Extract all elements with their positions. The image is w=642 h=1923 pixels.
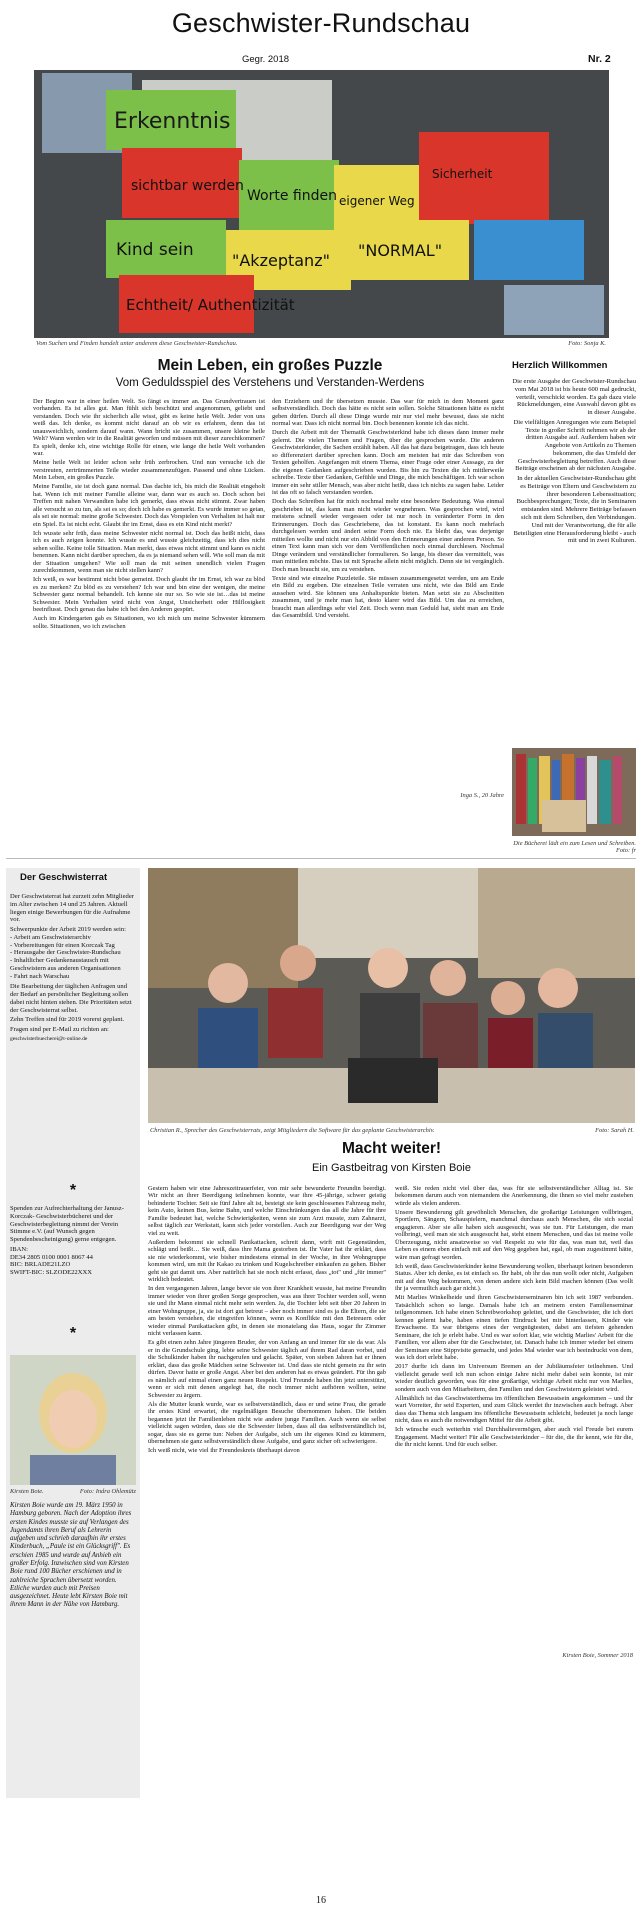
paragraph: In den vergangenen Jahren, lange bevor sie von ihrer Krankheit wusste, hat meine Freundin immer wieder von ihrer großen Sorge gesprochen, was aus ihrer Tochter werden soll, wenn sie und ihr Mann einmal nicht mehr sein werden. Ja, die Tochter lebt seit über 20 Jahren in einer Wohngruppe, ja, sie ist dort gut betreut – aber noch immer sind es ja die Eltern, die sie am besten verstehen, die eingreifen können, wenn es Konflikte mit den Betreuern oder wieder einmal Panikattacken gibt, in denen sie monatelang das Haus, sogar ihr Zimmer nicht verlassen kann.	[148, 1285, 386, 1338]
paragraph: Schwerpunkte der Arbeit 2019 werden sein:	[10, 926, 126, 934]
hero-caption: Vom Suchen und Finden handelt unter anderem diese Geschwister-Rundschau.	[36, 340, 238, 347]
main-subheadline: Vom Geduldsspiel des Verstehens und Verstanden-Werdens	[115, 377, 425, 389]
main-article-author: Inga S., 20 Jahre	[460, 792, 504, 799]
welcome-title: Herzlich Willkommen	[512, 360, 608, 371]
welcome-text	[512, 378, 636, 744]
paragraph: Fragen sind per E-Mail zu richten an:	[10, 1026, 109, 1034]
paragraph: Durch die Arbeit mit der Thematik Geschwisterkind habe ich dieses dann immer mehr gelernt. Die vielen Themen und Fragen, über die gesprochen wurde. Die anderen Geschwisterkinder, die Sachen erzählt haben. All das hat dazu beigetragen, dass ich heute so differenziert darüber sprechen kann. Doch am meisten hat mir das Schreiben von Texten geholfen. Angefangen mit einem Thema, einer Frage oder einer Aussage, zu der die eigenen Gedanken aufgeschrieben wurden. Bis hin zu Texten die ich mittlerweile schreibe. Texte über Gedanken, Gefühle und Dinge, die mich beschäftigen. Ich war schon immer ein sehr stiller Mensch, was aber nicht heißt, dass ich nichts zu sagen habe. Leider ist das oft so falsch verstanden worden.	[272, 429, 504, 497]
guest-article-author: Kirsten Boie, Sommer 2018	[562, 1652, 633, 1659]
boie-photo-credit: Foto: Indra Ohlemütz	[79, 1488, 136, 1495]
page-number: 16	[316, 1895, 326, 1906]
iban: DE34 2805 0100 0001 8067 44	[10, 1253, 93, 1261]
newspaper-title: Geschwister-Rundschau	[171, 8, 471, 38]
book-spine	[516, 754, 526, 824]
council-photo-credit: Foto: Sarah H.	[595, 1127, 634, 1134]
paragraph: Es gibt einen zehn Jahre jüngeren Bruder, der von Anfang an und immer für sie da war. Als er in die Grundschule ging, lebte seine Schwester täglich auf ihrem Rad daran vorbei, und die Schulkinder haben ihr nachgerufen und gelacht. Später, von sieben Jahren hat er ihnen erklärt, dass das große Mädchen seine Schwester ist. Und dass sie nicht gemein zu ihr sein dürfen. Davor hatte er große Angst. Aber bei den anderen hat es etwas geändert. Für ihn gab es nämlich auf einmal einen ganz neuen Respekt. Und Freunde haben ihn jetzt unterstützt, wenn er sich mit denen angelegt hat, die noch immer nicht aufhören wollten, seine Schwester zu ärgern.	[148, 1339, 386, 1399]
person-shirt	[268, 988, 323, 1058]
separator-star: *	[69, 1182, 77, 1199]
puzzle-word: "Akzeptanz"	[232, 251, 330, 270]
guest-article-column-2	[395, 1185, 633, 1647]
puzzle-illustration	[34, 70, 609, 338]
paragraph: Meine Familie, sie ist doch ganz normal. Das dachte ich, bis mich die Realität eingeholt hat. Wenn ich mit meiner Familie alleine war, dann war es auch so. Doch schon bei Treffen mit nahen Verwandten habe ich gemerkt, dass etwas nicht stimmt. Zwar haben alle versucht so zu tun, als sei es so; doch ich habe es gemerkt. Es wurde immer so getan, als sei sie normal: meine große Schwester. Doch das Vorspielen von Verhalten ist halt nur ein Spiel. Es ist nicht echt. Glaubt ihr im Ernst, dass es ein Kind nicht merkt?	[33, 483, 265, 528]
hero-credit: Foto: Sonja K.	[568, 340, 606, 347]
focus-item: - Vorbereitungen für einen Korczak Tag	[10, 941, 115, 949]
separator-star: *	[69, 1325, 77, 1342]
paragraph: Allmählich ist das Geschwisterthema im öffentlichen Bewusstsein angekommen – und ihr wart Vorreiter, ihr seid Experten, und zum Glück werdet ihr inzwischen auch befragt. Aber dass das Thema sich langsam ins öffentliche Bewusstsein schleicht, bedeutet ja noch lange nicht, dass es auch die notwendigen Mittel für die Arbeit gibt.	[395, 1394, 633, 1425]
guest-headline: Macht weiter!	[341, 1140, 442, 1157]
book-spine	[613, 756, 622, 824]
puzzle-word: Worte finden	[247, 188, 337, 204]
paragraph: Meine heile Welt ist leider schon sehr früh zerbrochen. Und nun versuche ich die verstreuten, zertrümmerten Teile wieder zusammenzufügen. Passend und ohne Lücken. Mein Leben, ein großes Puzzle.	[33, 459, 265, 482]
face	[49, 1390, 97, 1448]
main-article-column-1	[33, 398, 265, 802]
focus-item: - Fahrt nach Warschau	[10, 972, 70, 980]
focus-item: - Arbeit am Geschwisterarchiv	[10, 933, 91, 941]
council-text	[10, 893, 136, 1173]
paragraph: Außerdem bekommt sie schnell Panikattacken, schreit dann, wirft mit Gegenständen, schlägt und beißt… Sie weiß, dass ihre Mama gestorben ist. Ihr Vater hat ihr erklärt, dass sie nie wiederkommt, wie bisher mindestens einmal in der Woche, in ihre Wohngruppe kommen wird, um mit ihr Kakao zu trinken und Kugelschreiber einkaufen zu gehen. Bisher geht sie gut damit um. Aber natürlich hat sie noch nicht erfasst, dass „tot" und „für immer" wirklich bedeutet.	[148, 1238, 386, 1284]
masthead-subline	[0, 52, 642, 68]
book-spine	[528, 758, 537, 824]
paragraph: Ich weiß, es war bestimmt nicht böse gemeint. Doch glaubt ihr im Ernst, ich war zu blöd es zu merken? Zu blöd es zu verstehen? Ich war und bin eine der wenigen, die meine Schwester ganz normal behandelt. Ich kenne sie nur so. So wie sie ist…das ist meine Schwester. Mein Verhalten wird nicht von Angst, Unsicherheit oder Hilflosigkeit beeinflusst. Doch genau das habe ich bei den Anderen gespürt.	[33, 576, 265, 614]
issue-number: Nr. 2	[588, 53, 611, 65]
paragraph: Die Bearbeitung der täglichen Anfragen und der Bedarf an persönlicher Begleitung sollen dabei nicht hinten stehen. Die Prioritäten setzt der Geschwisterrat selbst.	[10, 983, 132, 1014]
person	[538, 968, 578, 1008]
person	[368, 948, 408, 988]
puzzle-word: Erkenntnis	[114, 109, 231, 134]
book-spine	[599, 760, 611, 824]
pencil-cup	[542, 800, 586, 832]
person	[280, 945, 316, 981]
puzzle-word: "NORMAL"	[358, 241, 443, 260]
kirsten-boie-portrait	[10, 1355, 136, 1485]
paragraph: Die erste Ausgabe der Geschwister-Rundschau vom Mai 2018 ist bis heute 600 mal gedruckt, verteilt, verschickt worden. Es gab dazu viele Rückmeldungen, eine Auswahl davon gibt es in dieser Ausgabe.	[512, 378, 636, 417]
shoulders	[30, 1455, 116, 1485]
guest-subheadline: Ein Gastbeitrag von Kirsten Boie	[312, 1162, 471, 1174]
council-photo-caption: Christian R., Sprecher des Geschwisterrats, zeigt Mitgliedern die Software für das geplante Geschwisterarchiv.	[150, 1127, 435, 1134]
puzzle-word: Kind sein	[116, 240, 194, 260]
paragraph: weiß. Sie reden nicht viel über das, was für sie selbstverständlicher Alltag ist. Sie bekommen darum auch von niemandem die Anerkennung, die ihnen so viel mehr zustehen würde als vielen anderen.	[395, 1185, 633, 1207]
paragraph: Die vielfältigen Anregungen wie zum Beispiel Texte in großer Schrift nehmen wir ab der dritten Ausgabe auf. Außerdem haben wir Angebote von Artikeln zu Themen bekommen, die das Umfeld der Geschwisterbegleitung betreffen. Auch diese Beiträge erscheinen ab der nächsten Ausgabe.	[513, 418, 636, 473]
founded-date: Gegr. 2018	[242, 54, 290, 65]
person	[491, 981, 525, 1015]
paragraph: 2017 durfte ich dann im Universum Bremen an der Jubiläumsfeier teilnehmen. Und vielleicht gerade weil ich nun schon einige Jahre nicht mehr dabei sein konnte, ist mir wieder deutlich geworden, was für eine großartige, wichtige Arbeit nicht nur von Marlies, sondern auch von den Mitarbeitern, den Familien und den Geschwistern geleistet wird.	[395, 1363, 633, 1393]
guest-article-column-1	[148, 1185, 386, 1650]
paragraph: Gestern haben wir eine Jahreszeitrauerfeier, von mir sehr bewunderte Freundin beerdigt. Wir nicht an ihrer Beerdigung teilnehmen konnte, war ihre 45-jährige, schwer geistig behinderte Tochter. Seit sie fünf Jahre alt ist, besteigt sie kein geschlossenes Fahrzeug mehr, kein Auto, keinen Bus, keine Bahn, und welche Einschränkungen das all die Jahre für ihre Familie bedeutet hat, welche Schwierigkeiten, wenn sie zum Arzt musste, zum Zahnarzt, selbst täglich zur Werkstatt, kann sich jeder vorstellen. Auch zur Beerdigung war der Weg viel zu weit.	[148, 1185, 386, 1237]
paragraph: Zehn Treffen sind für 2019 vorerst geplant.	[10, 1016, 124, 1024]
paragraph: Texte sind wie einzelne Puzzleteile. Sie müssen zusammengesetzt werden, um am Ende ein Bild zu ergeben. Die einzelnen Teile verraten uns nicht, wie das Bild am Ende aussehen wird. Sie können uns Anhaltspunkte bieten. Man setzt sie zu Abschnitten zusammen, und je mehr man hat, desto klarer wird das Bild. Um das zu erreichen, braucht man allerdings sehr viel Zeit. Doch wenn man Geduld hat, sieht man am Ende das Gesamtbild. Und versteht.	[272, 574, 504, 620]
paragraph: Auch im Kindergarten gab es Situationen, wo ich mich um meine Schwester kümmern sollte. Situationen, wo ich zwischen	[33, 615, 265, 630]
paragraph: Ich wünsche euch weiterhin viel Durchhaltevermögen, aber auch viel Freude bei eurem Engagement. Macht weiter! Für alle Geschwisterkinder – für die, die ihr kennt, wie für die, die ihr nicht kennt. Und für euch selber.	[395, 1426, 633, 1448]
bic: BIC: BRLADE21LZO	[10, 1261, 71, 1269]
puzzle-word: Sicherheit	[432, 167, 493, 181]
book-spine	[587, 756, 597, 824]
person	[208, 963, 248, 1003]
donation-text	[10, 1205, 136, 1340]
puzzle-word: eigener Weg	[339, 194, 415, 208]
puzzle-word: sichtbar werden	[131, 178, 244, 194]
boie-photo-caption: Kirsten Boie.	[10, 1488, 44, 1495]
contact-email[interactable]: geschwisterbuecherei@t-online.de	[10, 1036, 88, 1043]
paragraph: Ich wusste sehr früh, dass meine Schwester nicht normal ist. Doch das heißt nicht, dass ich es auch zeigen konnte. Ich wusste es und wusste gleichzeitig, dass ich dies nicht sehen sollte. Keine tolle Situation. Man merkt, dass etwas nicht stimmt und kann es nicht benennen. Kann nicht darüber sprechen, da es ja niemand sehen will. Wie soll man da mit der Situation umgehen? Wie soll man da mit seinen unendlich vielen Fragen zurechtkommen, wenn man sie nicht stellen kann?	[33, 529, 265, 575]
kirsten-boie-photo	[10, 1355, 136, 1485]
main-article-column-2	[272, 398, 504, 788]
focus-item: - Herausgabe der Geschwister-Rundschau	[10, 949, 121, 957]
library-photo	[512, 748, 636, 836]
council-meeting-art	[148, 868, 635, 1123]
library-photo-caption: Die Bücherei lädt ein zum Lesen und Schreiben. Foto: fr	[513, 840, 636, 854]
puzzle-piece-blue-bottomright	[504, 285, 604, 335]
paragraph: In der aktuellen Geschwister-Rundschau gibt es Beiträge von Eltern und Geschwistern zu ihrer besonderen Lebenssituation; Buchbesprechungen; Texte, die in Seminaren entstanden sind. Mehrere Beiträge befassen sich mit dem Schreiben, den Verbindungen. Und mit der Verantwortung, die für alle Beteiligten eine Herausforderung bleibt - auch mit und in zwei Kulturen.	[513, 475, 636, 545]
paragraph: Spenden zur Aufrechterhaltung der Janusz- Korczak- Geschwisterbücherei und der Geschwisterbegleitung nimmt der Verein Stimme e.V. (auf Wunsch gegen Spendenbescheinigung) gerne entgegen.	[10, 1205, 124, 1244]
boie-bio: Kirsten Boie wurde am 19. März 1950 in Hamburg geboren. Nach der Adoption ihres ersten Kindes musste sie auf Verlangen des Jugendamts ihren Beruf als Lehrerin aufgeben und schrieb daraufhin ihr erstes Kinderbuch, „Paule ist ein Glücksgriff". Es erschien 1985 und wurde auf Anhieb ein großer Erfolg. Inzwischen sind von Kirsten Boie rund 100 Bücher erschienen und in zahlreiche Sprachen übersetzt worden. Etliche wurden auch mit Preisen ausgezeichnet. Heute lebt Kirsten Boie mit ihrem Mann in der Nähe von Hamburg.	[10, 1502, 132, 1609]
section-divider	[6, 858, 636, 859]
paragraph: Der Beginn war in einer heilen Welt. So fängt es immer an. Das Grundvertrauen ist vorhanden. Es ist alles gut. Man fühlt sich beschützt und angenommen, geliebt und verstanden. Doch wie ihr sicherlich alle wisst, gibt es keine heile Welt. Jeder von uns weiß das. Ich denke, es kommt nicht darauf an ob wir es erfahren, denn das ist unausweichlich, sondern darauf wann. Wann bricht sie zusammen, unsere kleine heile Welt? Wann werden wir in die Realität geworfen und müssen mit dieser zurechtkommen? Es spielt, denke ich, eine wichtige Rolle für einen, wie lange die heile Welt vorhanden war.	[33, 398, 265, 458]
person	[430, 960, 466, 996]
swift-bic: SWIFT-BIC: SLZODE22XXX	[10, 1269, 92, 1277]
wall-right	[478, 868, 635, 978]
focus-item: - Inhaltlicher Gedankenaustausch mit Geschwistern aus anderen Organisationen	[10, 957, 121, 972]
council-title: Der Geschwisterrat	[20, 872, 108, 883]
window	[298, 868, 478, 958]
paragraph: Doch das Schreiben hat für mich nochmal mehr eine besondere Bedeutung. Was einmal geschrieben ist, das kann man nicht wieder wegnehmen. Was gesprochen wird, wird meistens schnell wieder vergessen oder ist nur noch in veränderter Form in den Erinnerungen. Doch das Geschriebene, das ist konstant. Es kann noch mehrfach durchgelesen werden und ändert seine Form doch nie. Es bleibt das, was derjenige mitteilen wollte und nicht nur ein Abbild von den Erinnerungen einer anderen Person. So einen Text kann man sich vor dem Veröffentlichen noch einmal durchlesen. Nochmal Dinge verändern und verständlicher formulieren. So lange, bis dieser das vermittelt, was man mitteilen möchte. Das ist mit Sprache allein nicht möglich. Denn sie ist vergänglich. Doch man braucht sie, um zu verstehen.	[272, 498, 504, 573]
paragraph: Ich weiß, dass Geschwisterkinder keine Bewunderung wollen, überhaupt keinen besonderen Status. Aber ich denke, es ist einfach so. Ihr habt, ob ihr das nun wollt oder nicht, Aufgaben mit auf den Weg bekommen, von denen andere sich kein Bild machen können (Das wollt ihr ja vermutlich auch gar nicht.).	[395, 1262, 633, 1293]
paragraph: den Erziehern und ihr übersetzen musste. Das war für mich in dem Moment ganz selbstverständlich. Doch das hätte es nicht sein sollen. Solche Situationen hätte es nicht geben dürfen. Durch all diese Dinge wurde mir nur viel mehr bewusst, dass sie nicht normal war. Dass ich nicht normal bin. Doch benennen konnte ich das nicht.	[272, 398, 504, 428]
puzzle-piece-blue-right	[474, 220, 584, 280]
puzzle-word: Echtheit/ Authentizität	[126, 296, 295, 314]
paragraph: Der Geschwisterrat hat zurzeit zehn Mitglieder im Alter zwischen 14 und 25 Jahren. Aktuell liegen einige Bewerbungen für die Aufnahme vor.	[10, 893, 134, 924]
iban-label: IBAN:	[10, 1245, 28, 1253]
paragraph: Mit Marlies Winkelheide und ihren Geschwisterseminaren bin ich seit 1987 verbunden. Tatsächlich schon so lange. Damals habe ich an meinem ersten Familienseminar teilgenommen. Ich habe einen Schreibworkshop geleitet, und die Geschwister, die ich dort kennen gelernt habe, haben einen tiefen Eindruck bei mir hinterlassen, Kinder wie Erwachsene. Es war übrigens eines der vergnügtesten, dabei am tiefsten gehenden Seminare, die ich je erlebt habe. Und es war sofort klar, wie wichtig Marlies' Arbeit für die Familien, vor allem aber für die Geschwister, ist. Danach habe ich immer wieder bei einem der Seminare eine Stippvisite gemacht, und jedes Mal wieder war ich beeindruckt von dem, was ich dort erlebt habe.	[395, 1294, 633, 1362]
council-meeting-photo	[148, 868, 635, 1123]
hero-puzzle-photo	[34, 70, 609, 338]
paragraph: Ich weiß nicht, wie viel ihr Freundeskreis überhaupt davon	[148, 1446, 300, 1454]
laptop	[348, 1058, 438, 1103]
library-photo-art	[512, 748, 636, 836]
main-headline: Mein Leben, ein großes Puzzle	[157, 357, 383, 374]
person-shirt	[198, 1008, 258, 1078]
paragraph: Unsere Bewunderung gilt gewöhnlich Menschen, die großartige Leistungen vollbringen, Sportlern, Sängern, Schauspielern, manchmal durchaus auch Menschen, die sich sozial engagieren. Aber sie alle haben sich ausgesucht, was sie tun. Für Leistungen, die man vollbringt, weil man sie sich ausgesucht hat, steht einem Menschen, und das ist meine volle Überzeugung, nicht ansatzweise so viel Respekt zu wie für das, was man tut, weil das Leben es einem eben einfach mit auf den Weg gegeben hat, egal, ob man zugestimmt hätte, wäre man gefragt worden.	[395, 1208, 633, 1261]
paragraph: Als die Mutter krank wurde, war es selbstverständlich, dass er und seine Frau, die gerade ihr erstes Kind erwartet, die regelmäßigen Besuche übernommen haben. Die beiden begannen jetzt ihr Familienleben nicht wie andere junge Familien. Auch wenn sie selbst vielleicht sagen würden, dass sie die Schwester lieben, dass all das selbstverständlich ist, sogar, dass sie es gerne tun: Neben der Aufgabe, sich um ihr eigenes Kind zu kümmern, übernehmen sie ganz selbstverständlich diese Aufgabe, und ganz sicher oft schwierigere.	[148, 1400, 386, 1445]
